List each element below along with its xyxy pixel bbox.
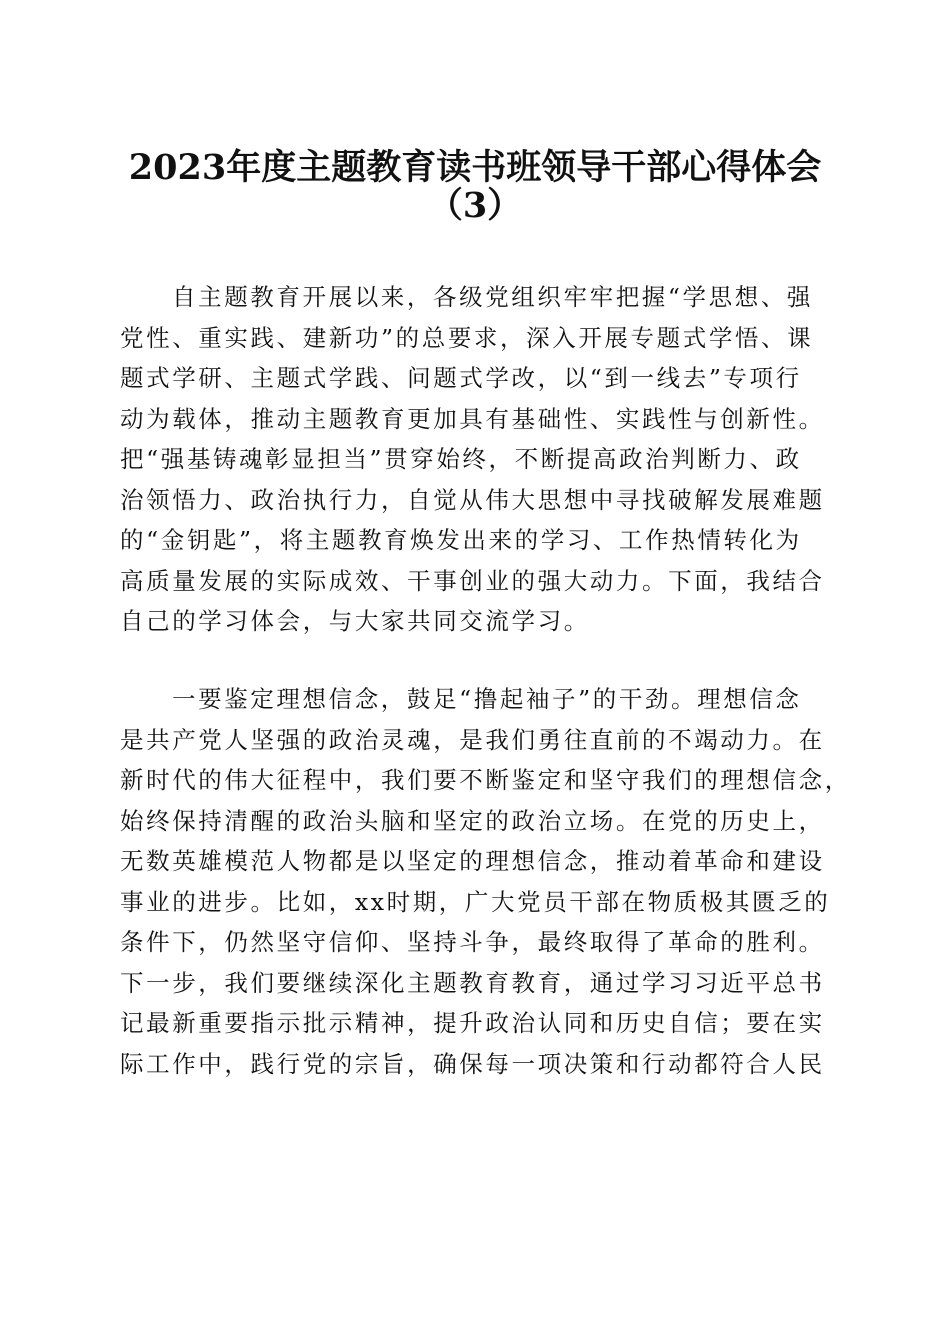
text-line: 新时代的伟大征程中，我们要不断鉴定和坚守我们的理想信念， [120,766,851,794]
text-line: 把“强基铸魂彰显担当”贯穿始终，不断提高政治判断力、政 [120,445,802,473]
text-line: 党性、重实践、建新功”的总要求，深入开展专题式学悟、课 [120,323,814,352]
text-line: 高质量发展的实际成效、干事创业的强大动力。下面，我结合 [120,566,825,595]
text-line: 始终保持清醒的政治头脑和坚定的政治立场。在党的历史上， [120,806,825,835]
text-line: 事业的进步。比如，xx时期，广大党员干部在物质极其匮乏的 [120,887,831,916]
text-line: 自主题教育开展以来，各级党组织牢牢把握“学思想、强 [172,283,814,311]
text-line: 是共产党人坚强的政治灵魂，是我们勇往直前的不竭动力。在 [120,725,825,754]
text-line: 际工作中，践行党的宗旨，确保每一项决策和行动都符合人民 [120,1049,825,1078]
text-line: 一要鉴定理想信念，鼓足“撸起袖子”的干劲。理想信念 [172,685,802,713]
document-title-line2: （3） [427,185,523,226]
text-line: 动为载体，推动主题教育更加具有基础性、实践性与创新性。 [120,404,825,433]
text-line: 下一步，我们要继续深化主题教育教育，通过学习习近平总书 [120,968,825,997]
document-title-line1: 2023年度主题教育读书班领导干部心得体会 [128,147,822,188]
text-line: 条件下，仍然坚守信仰、坚持斗争，最终取得了革命的胜利。 [120,928,825,956]
text-line: 无数英雄模范人物都是以坚定的理想信念，推动着革命和建设 [120,847,825,875]
text-line: 题式学研、主题式学践、问题式学改，以“到一线去”专项行 [120,364,802,392]
text-line: 的“金钥匙”，将主题教育焕发出来的学习、工作热情转化为 [120,526,802,554]
text-line: 记最新重要指示批示精神，提升政治认同和历史自信；要在实 [120,1009,825,1037]
text-line: 治领悟力、政治执行力，自觉从伟大思想中寻找破解发展难题 [120,485,825,514]
text-line: 自己的学习体会，与大家共同交流学习。 [120,607,590,635]
